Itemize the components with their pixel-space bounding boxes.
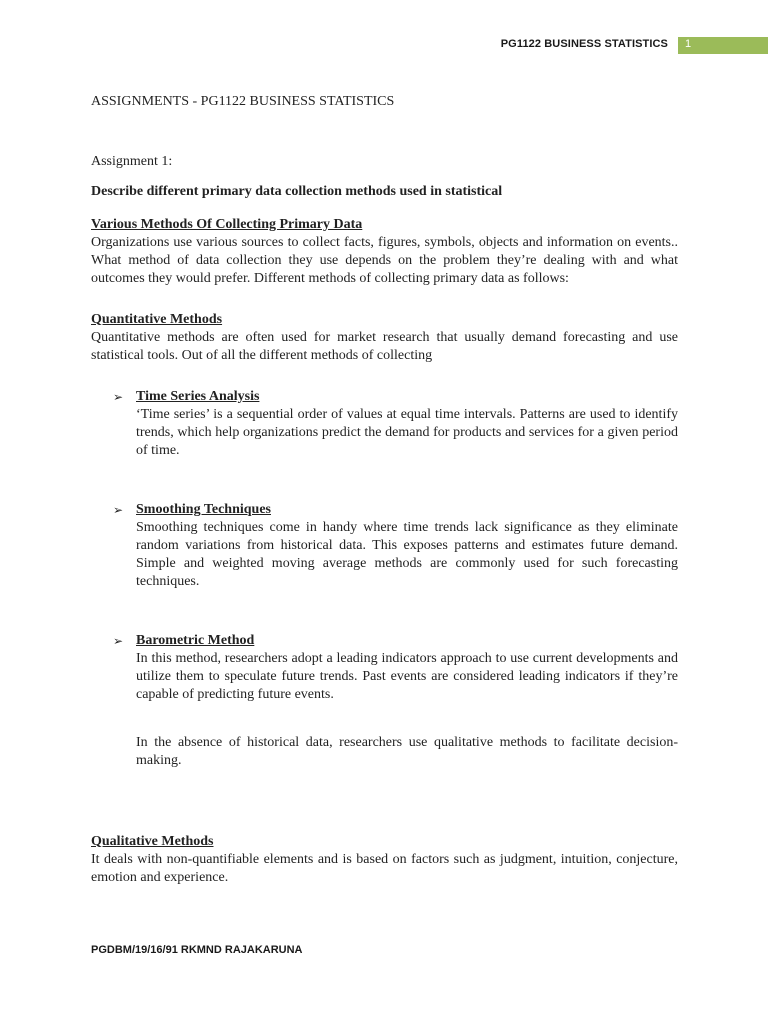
section-heading: Quantitative Methods [91, 312, 223, 327]
page-number-bar [678, 37, 768, 54]
bullet-text: ‘Time series’ is a sequential order of values at equal time intervals. Patterns are used to identify trends, which help organizations predict the demand for products and services for a given period of time. [136, 407, 678, 458]
section-heading: Various Methods Of Collecting Primary Data [91, 217, 363, 232]
bullet-heading: Barometric Method [136, 633, 255, 648]
document-title: ASSIGNMENTS - PG1122 BUSINESS STATISTICS [91, 94, 395, 109]
document-body [91, 92, 678, 887]
footer-author-id: PGDBM/19/16/91 RKMND RAJAKARUNA [91, 944, 303, 956]
transition-paragraph: In the absence of historical data, researchers use qualitative methods to facilitate decision-making. [136, 735, 678, 768]
page-number: 1 [685, 38, 692, 50]
bullet-heading: Time Series Analysis [136, 389, 260, 404]
section-text: It deals with non-quantifiable elements and is based on factors such as judgment, intuition, conjecture, emotion and experience. [91, 852, 678, 885]
section-heading: Qualitative Methods [91, 834, 214, 849]
section-primary-data [91, 216, 678, 288]
assignment-label: Assignment 1: [91, 154, 173, 169]
section-text: Organizations use various sources to collect facts, figures, symbols, objects and information on events.. What method of data collection they use depends on the problem they’re dealing with and what outcomes they would prefer. Different methods of collecting primary data as follows: [91, 235, 678, 286]
section-qualitative [91, 833, 678, 887]
bullet-text: Smoothing techniques come in handy where time trends lack significance as they eliminate random variations from historical data. This exposes patterns and estimates future demand. Simple and weighted moving average methods are commonly used for such forecasting techniques. [136, 520, 678, 589]
bullet-item [91, 501, 678, 591]
bullet-heading: Smoothing Techniques [136, 502, 271, 517]
assignment-question: Describe different primary data collection methods used in statistical [91, 184, 503, 199]
bullet-item [91, 388, 678, 460]
arrowhead-bullet-icon: ➢ [113, 390, 124, 404]
bullet-item [91, 632, 678, 704]
section-text: Quantitative methods are often used for market research that usually demand forecasting and use statistical tools. Out of all the different methods of collecting [91, 330, 678, 363]
arrowhead-bullet-icon: ➢ [113, 634, 124, 648]
arrowhead-bullet-icon: ➢ [113, 503, 124, 517]
header-title: PG1122 BUSINESS STATISTICS [500, 38, 668, 50]
section-quantitative [91, 311, 678, 365]
bullet-text: In this method, researchers adopt a leading indicators approach to use current developments and utilize them to speculate future trends. Past events are considered leading indicators if they’re capable of predicting future events. [136, 651, 678, 702]
